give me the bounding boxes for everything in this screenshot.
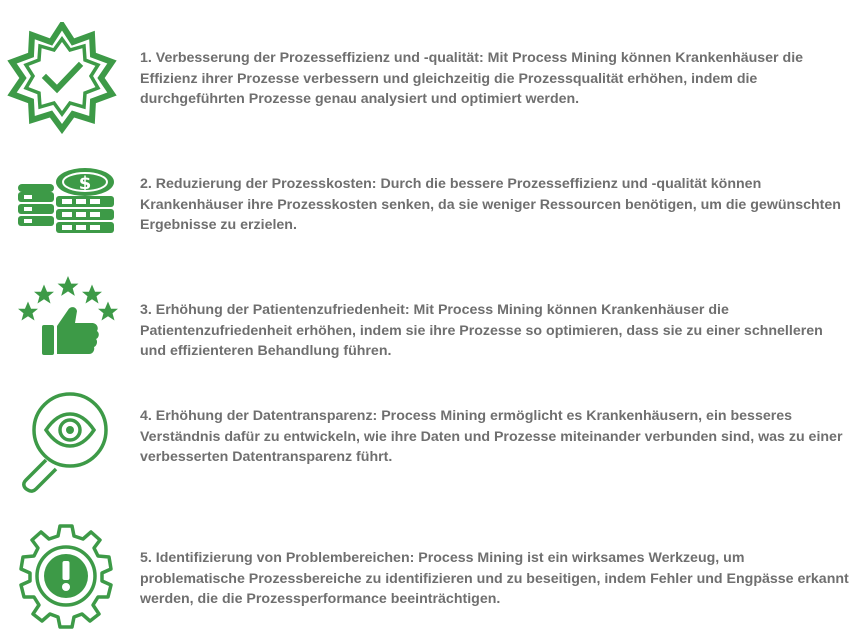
- benefit-text: 5. Identifizierung von Problembereichen: Process Mining ist ein wirksames Werkzeug, um problematische Prozessbereiche zu identifizieren und zu beseitigen, indem Fehler und Engpässe erkannt werden, die die Prozessperformance beeinträchtigen.: [140, 550, 849, 607]
- benefit-text: 3. Erhöhung der Patientenzufriedenheit: Mit Process Mining können Krankenhäuser die Patientenzufriedenheit erhöhen, indem sie ihre Prozesse so optimieren, dass sie zu einer schnelleren und effizienteren Behandlung führen.: [140, 302, 823, 359]
- benefit-text: 2. Reduzierung der Prozesskosten: Durch die bessere Prozesseffizienz und -qualität können Krankenhäuser ihre Prozesskosten senken, da sie weniger Ressourcen benötigen, um die gewünschten Ergebnisse zu erzielen.: [140, 176, 841, 233]
- verified-badge-icon: [6, 22, 118, 134]
- coins-dollar-icon: [10, 148, 122, 260]
- thumbs-up-stars-icon: [10, 270, 122, 382]
- benefit-text: 4. Erhöhung der Datentransparenz: Process Mining ermöglicht es Krankenhäusern, ein besseres Verständnis dafür zu entwickeln, wie ihre Daten und Prozesse miteinander verbunden sind, was zu einer verbesserten Datentransparenz führt.: [140, 408, 843, 465]
- gear-exclamation-icon: [10, 520, 122, 632]
- magnifier-eye-icon: [10, 388, 122, 500]
- benefit-text: 1. Verbesserung der Prozesseffizienz und -qualität: Mit Process Mining können Krankenhäuser die Effizienz ihrer Prozesse verbessern und gleichzeitig die Prozessqualität erhöhen, indem die durchgeführten Prozesse genau analysiert und optimiert werden.: [140, 50, 804, 107]
- svg-text:$: $: [78, 173, 92, 194]
